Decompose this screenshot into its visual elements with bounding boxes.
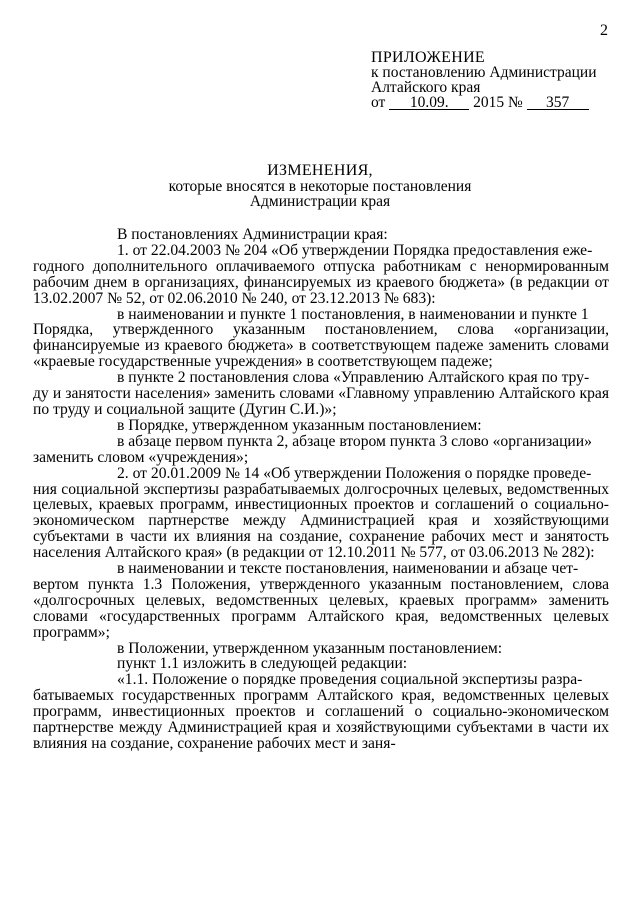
date-prefix: от [371,94,386,111]
page-number: 2 [600,22,608,39]
paragraph [33,671,609,752]
paragraph-continuation: вертом пункта 1.3 Положения, утвержденного указанным постановлением, слова «долгосрочных целевых, ведомственных целевых, краевых программ» заменить словами «государственных программ Алтайского края, ведомственных целевых программ»; [33,575,609,641]
heading-line: Администрации края [249,193,391,210]
heading-title: ИЗМЕНЕНИЯ, [267,162,373,179]
paragraph-first-line: в Положении, утвержденном указанным постановлением: [117,639,503,657]
paragraph [33,560,609,641]
paragraph-continuation: батываемых государственных программ Алтайского края, ведомственных целевых программ, инвестиционных проектов и соглашений о социально-экономическом партнерстве между Администрацией края и хозяйствующими субъектами в части их влияния на создание, сохранение рабочих мест и заня- [33,687,609,752]
appendix-date-line [371,95,597,110]
paragraph-first-line: в наименовании и пункте 1 постановления, в наименовании и пункте 1 [117,305,589,323]
paragraph-first-line: в Порядке, утвержденном указанным постановлением: [117,416,482,434]
paragraph-continuation: заменить словом «учреждения»; [33,448,249,466]
appendix-date: 10.09. [389,96,469,110]
paragraph-first-line: 2. от 20.01.2009 № 14 «Об утверждении Положения о порядке проведе- [117,464,592,482]
document-body [33,226,609,752]
paragraph [33,241,609,307]
paragraph [117,656,609,672]
appendix-line: к постановлению Администрации [371,64,597,81]
paragraph-first-line: пункт 1.1 изложить в следующей редакции: [117,655,408,673]
paragraph-first-line: 1. от 22.04.2003 № 204 «Об утверждении Порядка предоставления еже- [117,241,593,259]
paragraph-continuation: ду и занятости населения» заменить словами «Главному управлению Алтайского края по труду и социальной защите (Дугин С.И.)»; [33,385,609,418]
paragraph-first-line: В постановлениях Администрации края: [117,226,388,243]
paragraph-continuation: годного дополнительного оплачиваемого отпуска работникам с ненормированным рабочим днем в организациях, финансируемых из краевого бюджета» (в редакции от 13.02.2007 № 52, от 02.06.2010 № 240, от 23.12.2013 № 683): [33,257,609,307]
heading-line: которые вносятся в некоторые постановления [168,177,472,195]
appendix-title: ПРИЛОЖЕНИЕ [371,49,486,66]
paragraph-first-line: в абзаце первом пункта 2, абзаце втором пункта 3 слово «организации» [117,432,592,450]
appendix-line: Алтайского края [371,79,481,96]
paragraph [33,432,609,466]
paragraph-continuation: ния социальной экспертизы разрабатываемых долгосрочных целевых, ведомственных целевых, краевых программ, инвестиционных проектов и соглашений о социально-экономическом партнерстве между Администрацией края и хозяйствующими субъектами в части их влияния на создание, сохранение рабочих мест и занятость населения Алтайского края» (в редакции от 12.10.2011 № 577, от 03.06.2013 № 282): [33,480,609,562]
paragraph [33,369,609,418]
paragraph-first-line: «1.1. Положение о порядке проведения социальной экспертизы разра- [117,671,583,689]
paragraph [117,641,609,657]
paragraph [33,464,609,562]
paragraph [117,227,609,243]
document-heading [0,163,640,210]
paragraph [117,418,609,434]
paragraph-first-line: в наименовании и тексте постановления, наименовании и абзаце чет- [117,560,579,578]
appendix-block [371,50,597,110]
year-no: 2015 № [473,94,523,111]
paragraph-continuation: Порядка, утвержденного указанным постановлением, слова «организации, финансируемые из краевого бюджета» в соответствующем падеже заменить словами «краевые государственные учреждения» в соответствующем падеже; [33,321,609,371]
appendix-number: 357 [527,96,589,110]
paragraph-first-line: в пункте 2 постановления слова «Управлению Алтайского края по тру- [117,369,590,387]
paragraph [33,305,609,371]
